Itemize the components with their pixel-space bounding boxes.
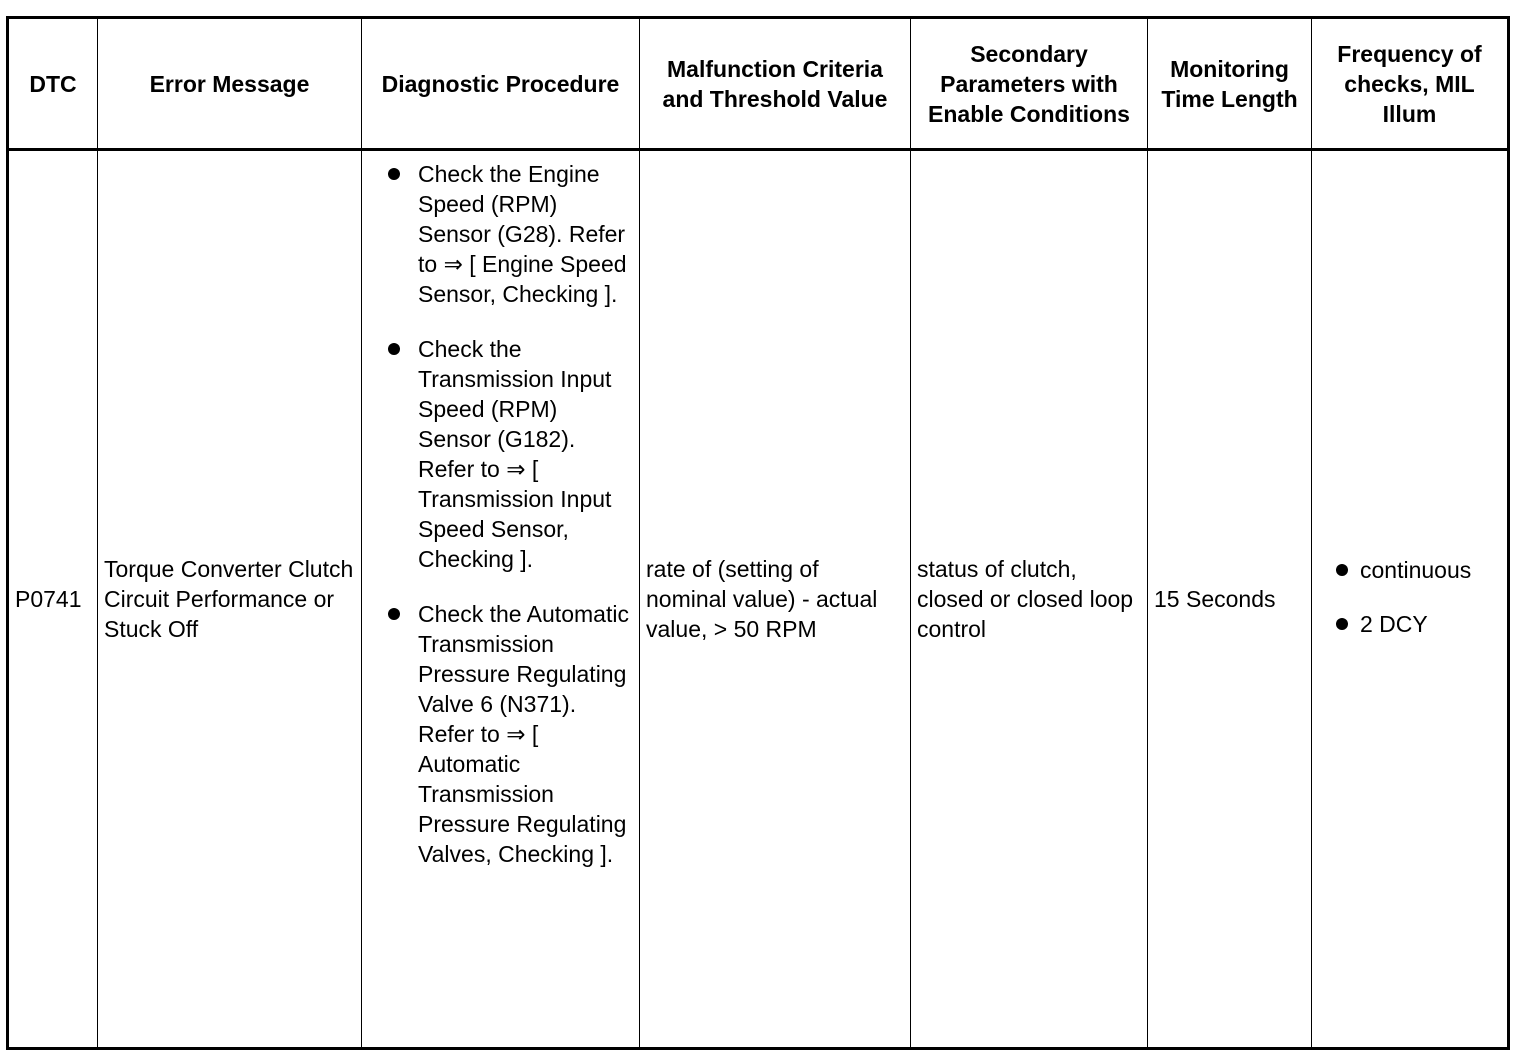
cell-secondary-parameters: status of clutch, closed or closed loop control bbox=[911, 150, 1148, 1049]
dtc-table bbox=[6, 16, 1510, 1050]
table-row bbox=[8, 150, 1509, 1049]
procedure-item: Check the Automatic Transmission Pressure Regulating Valve 6 (N371). Refer to ⇒ [ Automatic Transmission Pressure Regulating Valves, Checking ]. bbox=[382, 599, 633, 869]
header-dtc: DTC bbox=[8, 18, 98, 150]
header-diagnostic-procedure: Diagnostic Procedure bbox=[362, 18, 640, 150]
cell-monitoring-time: 15 Seconds bbox=[1148, 150, 1312, 1049]
header-error-message: Error Message bbox=[98, 18, 362, 150]
header-row bbox=[8, 18, 1509, 150]
header-monitoring-time: Monitoring Time Length bbox=[1148, 18, 1312, 150]
header-frequency: Frequency of checks, MIL Illum bbox=[1312, 18, 1509, 150]
cell-dtc: P0741 bbox=[8, 150, 98, 1049]
cell-error-message: Torque Converter Clutch Circuit Performance or Stuck Off bbox=[98, 150, 362, 1049]
header-secondary-parameters: Secondary Parameters with Enable Conditions bbox=[911, 18, 1148, 150]
procedure-item: Check the Engine Speed (RPM) Sensor (G28). Refer to ⇒ [ Engine Speed Sensor, Checking ]. bbox=[382, 159, 633, 309]
header-malfunction-criteria: Malfunction Criteria and Threshold Value bbox=[640, 18, 911, 150]
procedure-list bbox=[382, 159, 633, 869]
cell-malfunction-criteria: rate of (setting of nominal value) - actual value, > 50 RPM bbox=[640, 150, 911, 1049]
procedure-item: Check the Transmission Input Speed (RPM) Sensor (G182). Refer to ⇒ [ Transmission Input Speed Sensor, Checking ]. bbox=[382, 334, 633, 574]
cell-frequency bbox=[1312, 150, 1509, 1049]
cell-diagnostic-procedure bbox=[362, 150, 640, 1049]
frequency-item: continuous bbox=[1318, 555, 1501, 585]
frequency-list bbox=[1318, 555, 1501, 639]
frequency-item: 2 DCY bbox=[1318, 609, 1501, 639]
